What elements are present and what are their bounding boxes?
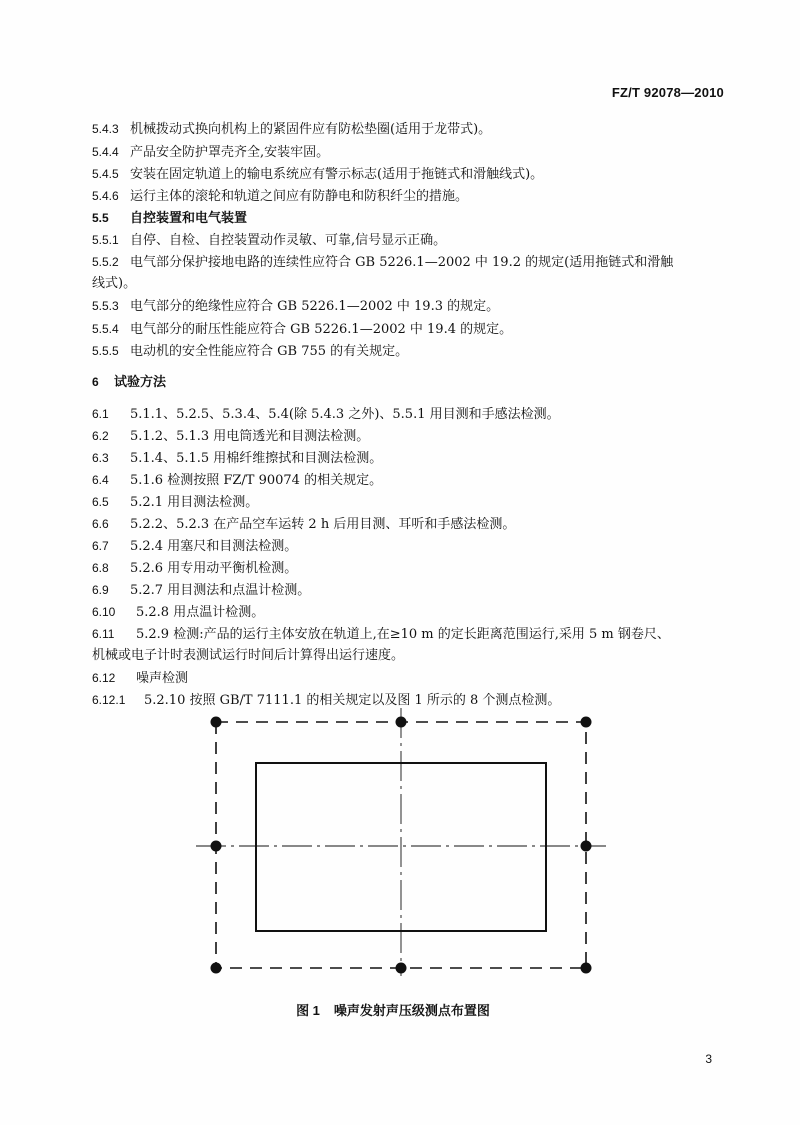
item-6-11-continued [92,647,726,665]
noise-measurement-diagram [196,706,606,976]
clause-text: 自停、自检、自控装置动作灵敏、可靠,信号显示正确。 [130,233,447,248]
clause-number: 5.5.2 [92,255,119,269]
item-text: 5.1.1、5.2.5、5.3.4、5.4(除 5.4.3 之外)、5.5.1 用目测和手感法检测。 [130,407,560,422]
item-number: 6.5 [92,495,109,509]
item-6-7 [92,537,726,556]
item-6-4 [92,471,726,490]
item-number: 6.8 [92,561,109,575]
item-number: 6.7 [92,539,109,553]
item-number: 6.11 [92,627,115,641]
clause-5-4-6 [92,187,726,206]
section-number: 6 [92,375,99,389]
item-text: 5.2.10 按照 GB/T 7111.1 的相关规定以及图 1 所示的 8 个测点检测。 [144,693,561,708]
clause-text: 运行主体的滚轮和轨道之间应有防静电和防积纤尘的措施。 [130,189,469,204]
clause-5-5-1 [92,231,726,250]
item-text: 机械或电子计时表测试运行时间后计算得出运行速度。 [92,648,405,663]
item-number: 6.12 [92,671,116,685]
page-number: 3 [705,1052,712,1066]
clause-number: 5.5.3 [92,299,119,313]
clause-number: 5.5.4 [92,322,119,336]
clause-number: 5.4.5 [92,167,119,181]
item-number: 6.2 [92,429,109,443]
item-text: 5.2.8 用点温计检测。 [136,605,265,620]
clause-5-5-4 [92,320,726,339]
item-6-11 [92,625,726,644]
figure-label: 图 1 [296,1003,320,1018]
item-number: 6.10 [92,605,116,619]
item-6-2 [92,427,726,446]
clause-5-5-3 [92,297,726,316]
section-6-heading [92,373,726,392]
item-6-3 [92,449,726,468]
clause-text: 电气部分的绝缘性应符合 GB 5226.1—2002 中 19.3 的规定。 [130,299,500,314]
measurement-point [396,963,407,974]
clause-heading-text: 自控装置和电气装置 [130,210,248,225]
item-text: 5.2.1 用目测法检测。 [130,495,259,510]
item-number: 6.3 [92,451,109,465]
clause-5-4-5 [92,165,726,184]
clause-5-5-2 [92,253,726,272]
item-6-10 [92,603,726,622]
item-number: 6.12.1 [92,693,126,707]
clause-text: 机械拨动式换向机构上的紧固件应有防松垫圈(适用于龙带式)。 [130,122,492,137]
figure-caption [0,1000,800,1019]
measurement-point [581,963,592,974]
item-text: 5.2.4 用塞尺和目测法检测。 [130,539,298,554]
figure-caption-text: 噪声发射声压级测点布置图 [333,1003,490,1018]
clause-number: 5.5.5 [92,344,119,358]
clause-text: 产品安全防护罩壳齐全,安装牢固。 [130,145,330,160]
item-6-5 [92,493,726,512]
item-number: 6.9 [92,583,109,597]
clause-number: 5.4.4 [92,145,119,159]
item-text: 5.2.2、5.2.3 在产品空车运转 2 h 后用目测、耳听和手感法检测。 [130,517,516,532]
item-6-1 [92,405,726,424]
clause-text: 电气部分的耐压性能应符合 GB 5226.1—2002 中 19.4 的规定。 [130,322,513,337]
clause-number: 5.4.6 [92,189,119,203]
measurement-point [581,717,592,728]
item-text: 5.1.2、5.1.3 用电筒透光和目测法检测。 [130,429,370,444]
clause-5-4-3 [92,120,726,139]
clause-text: 安装在固定轨道上的输电系统应有警示标志(适用于拖链式和滑触线式)。 [130,167,544,182]
item-text: 5.1.4、5.1.5 用棉纤维擦拭和目测法检测。 [130,451,383,466]
clause-5-4-4 [92,143,726,162]
measurement-point [581,841,592,852]
section-title: 试验方法 [114,374,167,389]
item-6-9 [92,581,726,600]
item-text: 5.2.6 用专用动平衡机检测。 [130,561,298,576]
clause-5-5-5 [92,342,726,361]
item-6-6 [92,515,726,534]
clause-number: 5.5 [92,211,109,225]
item-number: 6.1 [92,407,109,421]
item-text: 5.1.6 检测按照 FZ/T 90074 的相关规定。 [130,473,383,488]
clause-number: 5.5.1 [92,233,119,247]
item-text: 5.2.9 检测:产品的运行主体安放在轨道上,在≥10 m 的定长距离范围运行,采用 5 m 钢卷尺、 [136,627,670,642]
item-number: 6.6 [92,517,109,531]
item-6-8 [92,559,726,578]
measurement-point [396,717,407,728]
item-text: 5.2.7 用目测法和点温计检测。 [130,583,311,598]
item-text: 噪声检测 [136,671,189,686]
clause-number: 5.4.3 [92,122,119,136]
clause-5-5-2-continued [92,275,726,293]
item-6-12-heading [92,669,726,688]
measurement-point [211,841,222,852]
clause-text: 电动机的安全性能应符合 GB 755 的有关规定。 [130,344,409,359]
item-number: 6.4 [92,473,109,487]
clause-text: 线式)。 [92,276,137,291]
clause-5-5-heading [92,209,726,228]
measurement-point [211,963,222,974]
clause-text: 电气部分保护接地电路的连续性应符合 GB 5226.1—2002 中 19.2 的规定(适用拖链式和滑触 [130,255,674,270]
measurement-point [211,717,222,728]
standard-code: FZ/T 92078—2010 [611,85,724,100]
